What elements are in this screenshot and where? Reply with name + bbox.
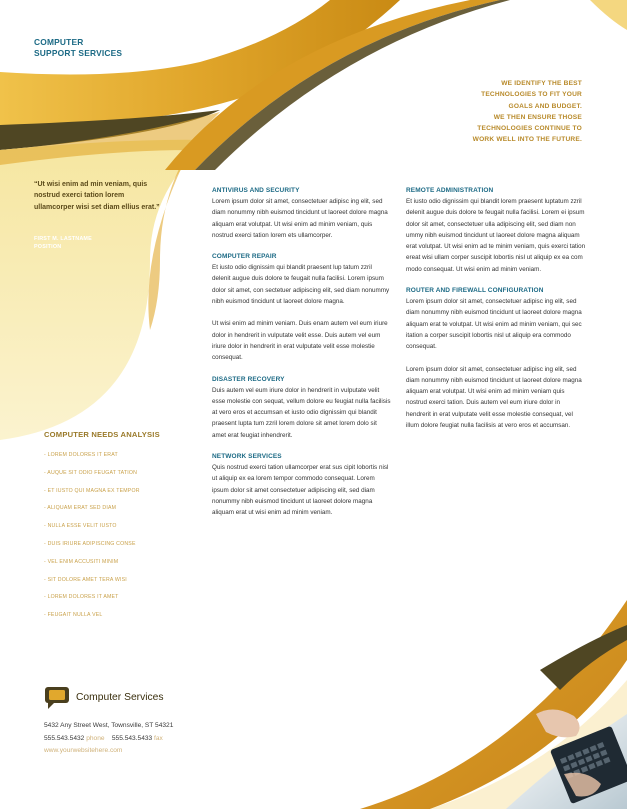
tagline-line: WE THEN ENSURE THOSE <box>493 113 582 121</box>
section-body-remote: Et iusto odio dignissim qui blandit lorem praesent luptatum zzril delenit augue duis dolore te feugait nulla facilisi. Lorem ei ipsum dolor sit amet, consectetuer ulla adipiscing elit, sed diam non ummy nibh euismod tincidunt ut laoreet dolore magna aliquam erat volutpat. Ut wisi enim ad te minim veniam, quis exerci tation ereat wisi ullam corper suscipit lobortis nisl ut aliquip ex ea com modo consequat. Ut wisi enim ad minim veniam. <box>406 198 586 273</box>
tagline <box>412 78 582 146</box>
list-item: - ET IUSTO QUI MAGNA EX TEMPOR <box>44 487 140 494</box>
quote-attribution <box>34 235 154 251</box>
list-item: - LOREM DOLORES IT ERAT <box>44 452 118 458</box>
list-item: - DUIS IRIURE ADIPISCING CONSE <box>44 540 136 547</box>
speech-bubble-logo-icon <box>44 686 70 710</box>
section-body-repair: Et iusto odio dignissim qui blandit praesent lup tatum zzril delenit augue duis dolore te feugait nulla facilisi. Lorem ipsum dolor sit amet, con sectetuer adipiscing elit, sed diam nonummy nibh euismod tincidunt ut laoreet dolore magna. <box>212 264 390 306</box>
tagline-line: GOALS AND BUDGET. <box>508 102 582 110</box>
tagline-line: TECHNOLOGIES TO FIT YOUR <box>481 91 582 99</box>
section-title-router: ROUTER AND FIREWALL CONFIGURATION <box>406 287 544 295</box>
section-body-router: Lorem ipsum dolor sit amet, consectetuer adipisc ing elit, sed diam nonummy nibh euismod tincidunt ut laoreet dolore magna aliquam erat te volutpat. Ut wisi enim ad minim veniam, qui sec itation a corper suscipit lobortis nisl ut aliquip era commodo consequat. <box>406 298 582 351</box>
section-title-remote: REMOTE ADMINISTRATION <box>406 187 494 194</box>
fax-label: fax <box>154 734 163 742</box>
content-column-2 <box>406 186 586 442</box>
address-line: 5432 Any Street West, Townsville, ST 54321 <box>44 722 174 729</box>
section-body-repair-2: Ut wisi enim ad minim veniam. Duis enam autem vel eum iriure dolor in hendrerit in vulputate velit esse. Duis autem vel eum iriure dolor in hendrerit in erat vulputate velit esse molestie consequat. <box>212 320 388 362</box>
website-link[interactable]: www.yourwebsitehere.com <box>44 747 123 754</box>
pull-quote: “Ut wisi enim ad min veniam, quis nostrud exerci tation lorem ullamcorper wisi set diam ellius erat.” <box>34 181 160 211</box>
contact-info <box>44 720 173 758</box>
needs-title: COMPUTER NEEDS ANALYSIS <box>44 430 160 439</box>
phone-label: phone <box>86 734 105 742</box>
brand-line-1: COMPUTER <box>34 37 84 47</box>
section-title-repair: COMPUTER REPAIR <box>212 253 277 261</box>
needs-list <box>44 447 194 625</box>
list-item: - FEUGAIT NULLA VEL <box>44 612 103 619</box>
brand-name <box>34 37 122 58</box>
section-title-disaster: DISASTER RECOVERY <box>212 375 285 383</box>
quote-position: POSITION <box>34 244 62 251</box>
section-title-network: NETWORK SERVICES <box>212 453 282 461</box>
content-column-1 <box>212 186 392 530</box>
section-body-antivirus: Lorem ipsum dolor sit amet, consectetuer adipisc ing elit, sed diam nonummy nibh euismod tincidunt ut laoreet dolore magna aliquam erat volutpat. Ut wisi enim ad minim veniam, quis nostrud exerci tation lorem ets ullamcorper. <box>212 198 388 239</box>
section-body-router-2: Lorem ipsum dolor sit amet, consectetuer adipisc ing elit, sed diam nonummy nibh euismod tincidunt ut laoreet dolore magna aliquam erat volutpat. Ut wisi enim ad minim veniam quis nostrud exerci tation. Duis autem vel eum iriure dolor in hendrerit in erat vulputate velit esse molestie consequat, vel illum dolore feugiat nulla facilisis at vero eros et accumsan. <box>406 365 582 430</box>
keyboard-hands-photo <box>506 674 627 809</box>
list-item: - AUQUE SIT ODIO FEUGAT TATION <box>44 469 138 476</box>
fax-number: 555.543.5433 <box>111 734 153 742</box>
company-name: Computer Services <box>76 692 164 703</box>
tagline-line: WE IDENTIFY THE BEST <box>501 80 582 87</box>
section-body-network: Quis nostrud exerci tation ullamcorper erat sus cipit lobortis nisl ut aliquip ex ea lorem tempor commodo consequat. Lorem ipsum dolor sit amet consectetuer adipiscing elit, sed diam nonummy nibh euismod tincidunt ut laoreet dolore magna aliquam erat ut wisi enim ad minim veniam. <box>212 464 389 517</box>
phone-number: 555.543.5432 <box>44 734 85 742</box>
list-item: - NULLA ESSE VELIT IUSTO <box>44 523 117 530</box>
phone-fax-line <box>44 733 173 746</box>
quote-name: FIRST M. LASTNAME <box>34 236 92 242</box>
brand-line-2: SUPPORT SERVICES <box>34 47 123 58</box>
list-item: - VEL ENIM ACCUSITI MINIM <box>44 558 119 565</box>
needs-analysis <box>44 430 194 625</box>
section-title-antivirus: ANTIVIRUS AND SECURITY <box>212 187 300 194</box>
list-item: - SIT DOLORE AMET TERA WISI <box>44 576 127 583</box>
list-item: - LOREM DOLORES IT AMET <box>44 594 119 601</box>
section-body-disaster: Duis autem vel eum iriure dolor in hendrerit in vulputate velit esse molestie con sequat, vellum dolore eu feugiat nulla facilisis at vero eros et accumsan et iusto odio dignissim qui blandit praesent lupta tum zzril lorem dolore sit amet lorem dolo sit amet erat feugiat inhendrerit. <box>212 386 391 439</box>
list-item: - ALIQUAM ERAT SED DIAM <box>44 505 117 512</box>
tagline-line: TECHNOLOGIES CONTINUE TO <box>477 125 582 133</box>
tagline-line: WORK WELL INTO THE FUTURE. <box>472 136 582 144</box>
